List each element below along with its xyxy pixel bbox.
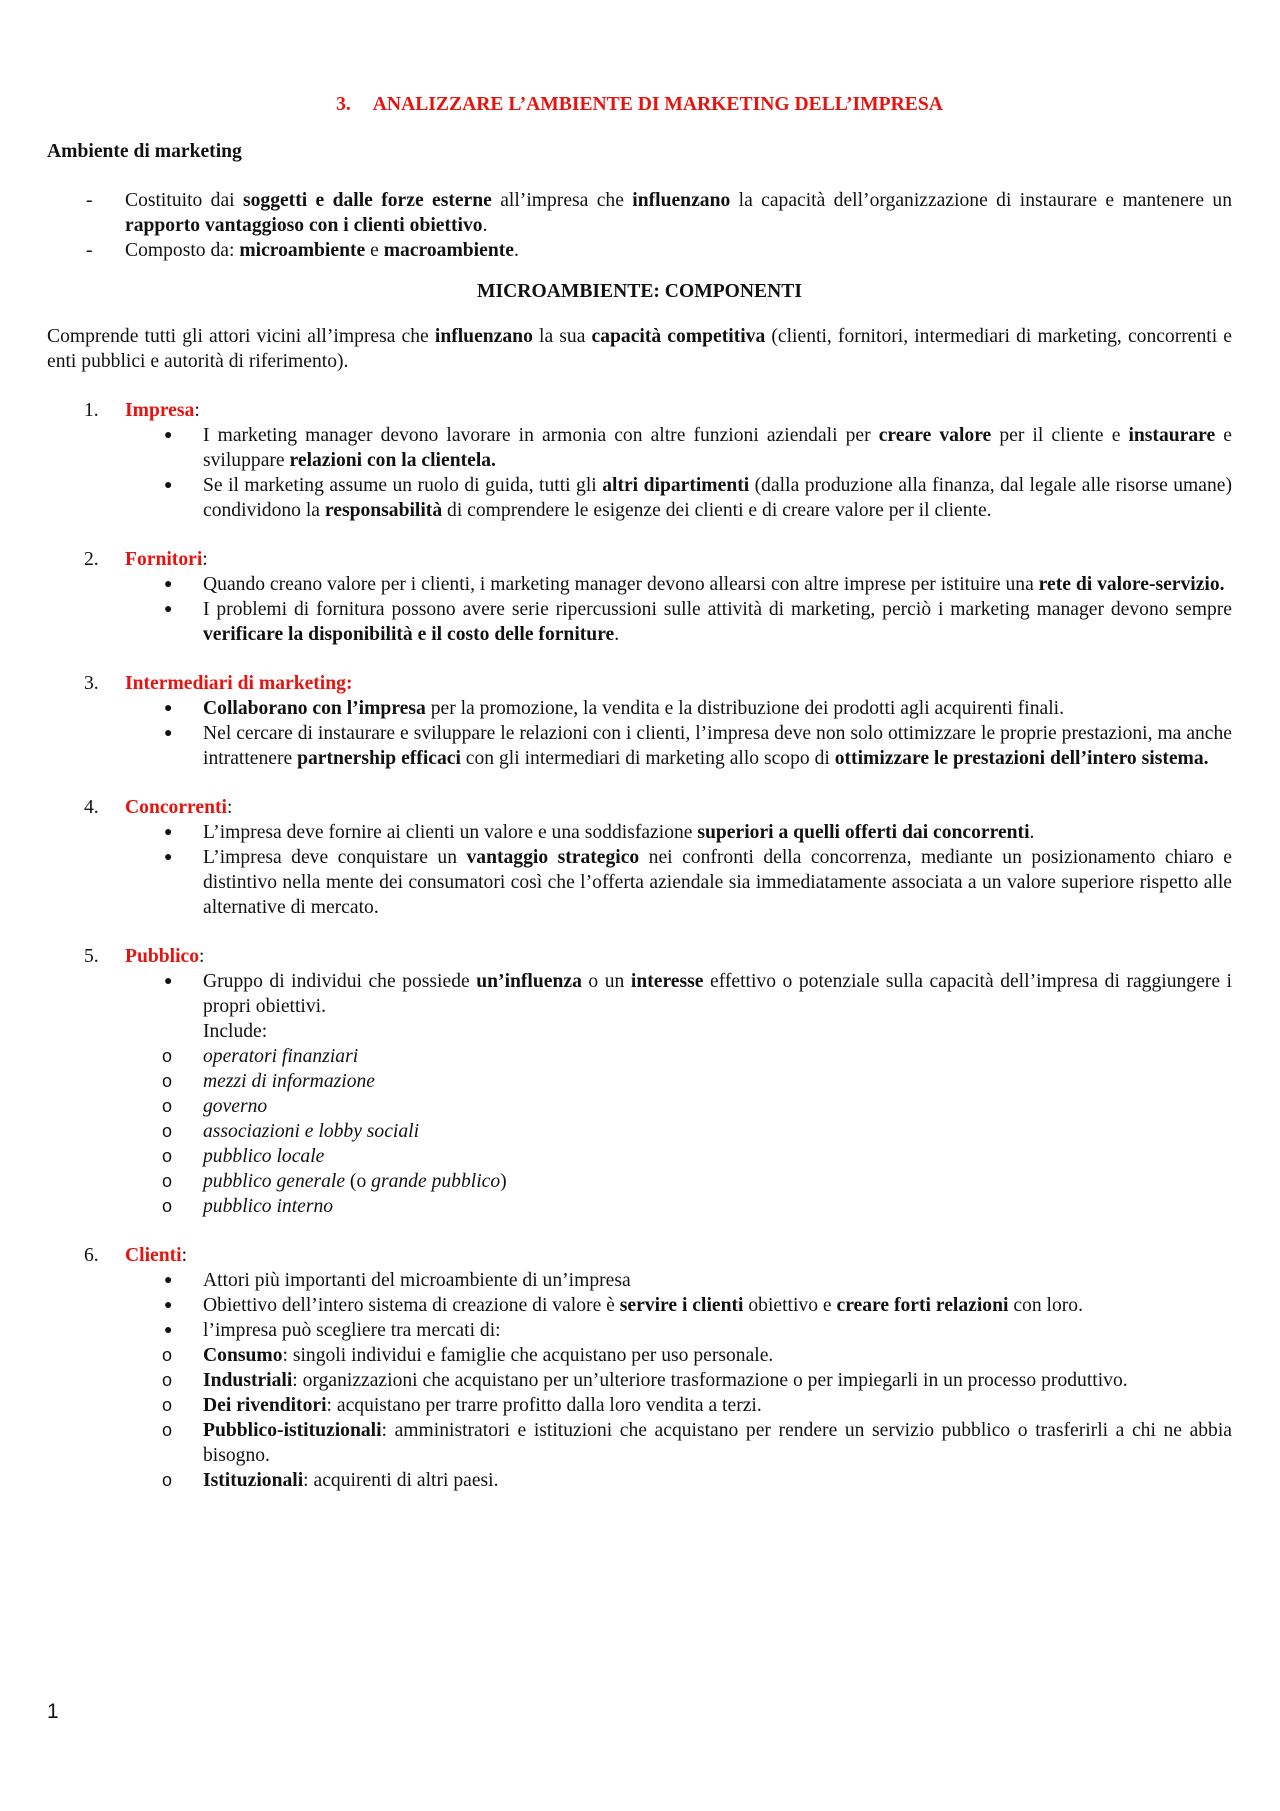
bold-text: rapporto vantaggioso con i clienti obiettivo	[125, 215, 483, 236]
bold-text: soggetti e dalle forze esterne	[242, 190, 492, 211]
text: (dalla produzione alla finanza, dal legale alle risorse umane) condividono la	[203, 475, 1233, 521]
text: .	[1029, 822, 1035, 843]
text: la sua	[532, 326, 592, 347]
text: : organizzazioni che acquistano per un’ulteriore trasformazione o per impiegarli in un processo produttivo.	[292, 1370, 1128, 1391]
bullet-item	[47, 1268, 1232, 1293]
components-list	[47, 398, 1232, 1493]
circle-marker: o	[162, 1146, 173, 1166]
text: grande pubblico	[371, 1171, 501, 1192]
component-name: Pubblico	[125, 946, 200, 967]
bullet-marker: ●	[164, 974, 173, 989]
bullet-item	[47, 969, 1232, 1219]
bold-text: verificare la disponibilità e il costo delle forniture	[203, 624, 615, 645]
text: per il cliente e	[991, 425, 1129, 446]
text: : acquirenti di altri paesi.	[303, 1470, 499, 1491]
bullet-item	[47, 1318, 1232, 1493]
circle-marker: o	[162, 1420, 173, 1440]
text: I marketing manager devono lavorare in armonia con altre funzioni aziendali per	[203, 425, 879, 446]
bold-text: responsabilità	[324, 500, 443, 521]
bullet-marker: ●	[164, 1298, 173, 1313]
component-pubblico	[47, 944, 1232, 1219]
text: pubblico interno	[203, 1196, 334, 1217]
circle-marker: o	[162, 1370, 173, 1390]
public-item	[125, 1069, 1232, 1094]
text: Quando creano valore per i clienti, i marketing manager devono allearsi con altre imprese per istituire una	[203, 574, 1039, 595]
item-number: 6.	[84, 1245, 99, 1266]
intro-list	[47, 188, 1232, 263]
micro-paragraph	[47, 324, 1232, 374]
bullet-list	[125, 969, 1232, 1219]
market-item	[125, 1418, 1232, 1468]
bullet-list	[125, 1268, 1232, 1493]
bullet-marker: ●	[164, 577, 173, 592]
bullet-marker: ●	[164, 1323, 173, 1338]
text: mezzi di informazione	[203, 1071, 375, 1092]
bold-text: un’influenza	[476, 971, 582, 992]
item-number: 5.	[84, 946, 99, 967]
bold-text: instaurare	[1128, 425, 1216, 446]
component-clienti	[47, 1243, 1232, 1493]
component-name: Intermediari di marketing:	[125, 673, 353, 694]
bullet-item	[47, 423, 1232, 473]
public-item	[125, 1094, 1232, 1119]
bullet-list	[125, 696, 1232, 771]
text: : amministratori e istituzioni che acquistano per rendere un servizio pubblico o trasferirli a chi ne abbia bisogno.	[203, 1420, 1232, 1466]
public-item	[125, 1144, 1232, 1169]
text: con gli intermediari di marketing allo scopo di	[460, 748, 835, 769]
item-number: 2.	[84, 549, 99, 570]
bold-text: Dei rivenditori	[203, 1395, 327, 1416]
public-item	[125, 1194, 1232, 1219]
market-item	[125, 1468, 1232, 1493]
text: (o	[345, 1171, 372, 1192]
text: Nel cercare di instaurare e sviluppare le relazioni con i clienti, l’impresa deve non solo ottimizzare le proprie prestazioni, ma anche intrattenere	[203, 723, 1232, 769]
market-item	[125, 1393, 1232, 1418]
bold-text: capacità competitiva	[591, 326, 766, 347]
text: : singoli individui e famiglie che acquistano per uso personale.	[282, 1345, 774, 1366]
text: associazioni e lobby sociali	[203, 1121, 420, 1142]
text: :	[202, 549, 208, 570]
circle-marker: o	[162, 1345, 173, 1365]
circle-marker: o	[162, 1196, 173, 1216]
include-label: Include:	[203, 1021, 268, 1042]
market-item	[125, 1368, 1232, 1393]
bullet-marker: ●	[164, 850, 173, 865]
text: per la promozione, la vendita e la distribuzione dei prodotti agli acquirenti finali.	[425, 698, 1065, 719]
text: la capacità dell’organizzazione di instaurare e mantenere un	[730, 190, 1232, 211]
item-number: 1.	[84, 400, 99, 421]
intro-item-1	[47, 188, 1232, 238]
bullet-list	[125, 820, 1232, 920]
component-name: Clienti	[125, 1245, 182, 1266]
text: nei confronti della concorrenza, mediante un posizionamento chiaro e distintivo nella mente dei consumatori così che l’offerta aziendale sia immediatamente associata a un valore superiore rispetto alle alternative di mercato.	[203, 847, 1232, 918]
text: .	[482, 215, 488, 236]
text: .	[614, 624, 620, 645]
text: (clienti, fornitori, intermediari di marketing, concorrenti e enti pubblici e autorità di riferimento).	[47, 326, 1232, 372]
bullet-item	[47, 597, 1232, 647]
bold-text: Pubblico-istituzionali	[203, 1420, 382, 1441]
text: e sviluppare	[203, 425, 1232, 471]
bold-text: rete di valore-servizio.	[1038, 574, 1225, 595]
circle-marker: o	[162, 1096, 173, 1116]
circle-marker: o	[162, 1395, 173, 1415]
bullet-item	[47, 473, 1232, 523]
title-text: ANALIZZARE L’AMBIENTE DI MARKETING DELL’IMPRESA	[372, 94, 943, 115]
section-heading-ambiente: Ambiente di marketing	[47, 141, 242, 162]
text: :	[226, 797, 233, 818]
component-intermediari	[47, 671, 1232, 771]
bullet-list	[125, 572, 1232, 647]
bullet-item	[47, 572, 1232, 597]
item-number: 4.	[84, 797, 99, 818]
bold-text: influenzano	[632, 190, 731, 211]
intro-item-2	[47, 238, 1232, 263]
text: Attori più importanti del microambiente di un’impresa	[203, 1270, 631, 1291]
dash-marker: -	[86, 240, 93, 261]
public-item	[125, 1169, 1232, 1194]
circle-marker: o	[162, 1121, 173, 1141]
text: )	[500, 1171, 507, 1192]
text: governo	[203, 1096, 268, 1117]
bold-text: relazioni con la clientela.	[289, 450, 496, 471]
component-impresa	[47, 398, 1232, 523]
text: o un	[581, 971, 631, 992]
bold-text: superiori a quelli offerti dai concorrenti	[697, 822, 1030, 843]
dash-marker: -	[86, 190, 93, 211]
text: :	[194, 400, 200, 421]
bold-text: Collaborano con l’impresa	[203, 698, 426, 719]
component-name: Concorrenti	[125, 797, 227, 818]
section-heading-microambiente: MICROAMBIENTE: COMPONENTI	[477, 281, 802, 302]
text: : acquistano per trarre profitto dalla loro vendita a terzi.	[326, 1395, 762, 1416]
bullet-item	[47, 1293, 1232, 1318]
bold-text: Istituzionali	[203, 1470, 304, 1491]
text: Se il marketing assume un ruolo di guida, tutti gli	[203, 475, 603, 496]
bold-text: servire i clienti	[619, 1295, 744, 1316]
bold-text: influenzano	[434, 326, 533, 347]
text: L’impresa deve fornire ai clienti un valore e una soddisfazione	[203, 822, 698, 843]
text: .	[513, 240, 519, 261]
title-number: 3.	[336, 94, 351, 115]
publics-list	[162, 1044, 1232, 1219]
markets-list	[162, 1343, 1232, 1493]
text: Obiettivo dell’intero sistema di creazione di valore è	[203, 1295, 620, 1316]
text: all’impresa che	[491, 190, 633, 211]
circle-marker: o	[162, 1171, 173, 1191]
text: Comprende tutti gli attori vicini all’impresa che	[47, 326, 435, 347]
bullet-marker: ●	[164, 825, 173, 840]
circle-marker: o	[162, 1470, 173, 1490]
bullet-marker: ●	[164, 428, 173, 443]
text: operatori finanziari	[203, 1046, 359, 1067]
public-item	[125, 1119, 1232, 1144]
item-number: 3.	[84, 673, 99, 694]
text: e	[365, 240, 384, 261]
document-page	[47, 92, 1232, 1517]
component-concorrenti	[47, 795, 1232, 920]
bullet-marker: ●	[164, 602, 173, 617]
bold-text: creare forti relazioni	[836, 1295, 1009, 1316]
bold-text: partnership efficaci	[297, 748, 461, 769]
bold-text: Industriali	[203, 1370, 293, 1391]
text: l’impresa può scegliere tra mercati di:	[203, 1320, 501, 1341]
text: con loro.	[1008, 1295, 1083, 1316]
public-item	[125, 1044, 1232, 1069]
text: Costituito dai	[125, 190, 243, 211]
bold-text: vantaggio strategico	[466, 847, 640, 868]
bullet-item	[47, 820, 1232, 845]
bold-text: ottimizzare le prestazioni dell’intero sistema.	[834, 748, 1209, 769]
bold-text: Consumo	[203, 1345, 283, 1366]
bullet-item	[47, 721, 1232, 771]
text: I problemi di fornitura possono avere serie ripercussioni sulle attività di marketing, perciò i marketing manager devono sempre	[203, 599, 1232, 620]
bold-text: interesse	[630, 971, 704, 992]
bullet-marker: ●	[164, 701, 173, 716]
text: Composto da:	[125, 240, 240, 261]
market-item	[125, 1343, 1232, 1368]
text: obiettivo e	[743, 1295, 837, 1316]
text: effettivo o potenziale sulla capacità dell’impresa di raggiungere i propri obiettivi.	[203, 971, 1232, 1017]
text: di comprendere le esigenze dei clienti e di creare valore per il cliente.	[442, 500, 992, 521]
bold-text: macroambiente	[383, 240, 514, 261]
circle-marker: o	[162, 1071, 173, 1091]
text: pubblico generale	[203, 1171, 346, 1192]
bold-text: creare valore	[878, 425, 992, 446]
text: Gruppo di individui che possiede	[203, 971, 477, 992]
bullet-marker: ●	[164, 478, 173, 493]
bullet-item	[47, 696, 1232, 721]
circle-marker: o	[162, 1046, 173, 1066]
bullet-item	[47, 845, 1232, 920]
page-title	[47, 92, 1232, 117]
component-name: Impresa	[125, 400, 195, 421]
text: :	[181, 1245, 188, 1266]
text: L’impresa deve conquistare un	[203, 847, 467, 868]
text: pubblico locale	[203, 1146, 325, 1167]
bold-text: altri dipartimenti	[602, 475, 750, 496]
bullet-list	[125, 423, 1232, 523]
page-number: 1	[47, 1700, 59, 1723]
text: :	[199, 946, 205, 967]
bullet-marker: ●	[164, 726, 173, 741]
component-fornitori	[47, 547, 1232, 647]
bold-text: microambiente	[239, 240, 366, 261]
bullet-marker: ●	[164, 1273, 173, 1288]
component-name: Fornitori	[125, 549, 203, 570]
